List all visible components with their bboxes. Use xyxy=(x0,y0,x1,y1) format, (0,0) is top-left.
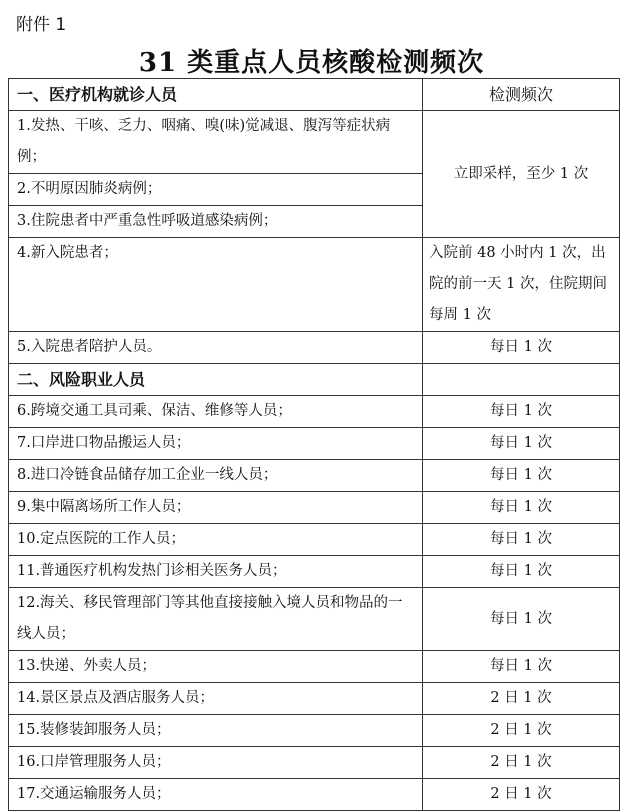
table-row xyxy=(9,332,620,364)
table-row xyxy=(9,396,620,428)
frequency-cell: 每日 1 次 xyxy=(423,460,620,492)
frequency-cell: 每日 1 次 xyxy=(423,492,620,524)
item-cell: 16.口岸管理服务人员； xyxy=(9,747,423,779)
frequency-cell: 每日 1 次 xyxy=(423,588,620,651)
item-cell: 15.装修装卸服务人员； xyxy=(9,715,423,747)
item-cell: 1.发热、干咳、乏力、咽痛、嗅(味)觉减退、腹泻等症状病例； xyxy=(9,111,423,174)
table-row xyxy=(9,460,620,492)
frequency-cell: 每日 1 次 xyxy=(423,332,620,364)
empty-cell xyxy=(423,364,620,396)
frequency-cell: 2 日 1 次 xyxy=(423,683,620,715)
table-row xyxy=(9,524,620,556)
item-cell: 2.不明原因肺炎病例； xyxy=(9,174,423,206)
frequency-cell: 2 日 1 次 xyxy=(423,779,620,811)
table-row xyxy=(9,492,620,524)
section-header-row xyxy=(9,364,620,396)
item-cell: 13.快递、外卖人员； xyxy=(9,651,423,683)
frequency-cell: 每日 1 次 xyxy=(423,556,620,588)
table-header-row xyxy=(9,79,620,111)
frequency-cell: 每日 1 次 xyxy=(423,428,620,460)
item-cell: 6.跨境交通工具司乘、保洁、维修等人员； xyxy=(9,396,423,428)
item-cell: 3.住院患者中严重急性呼吸道感染病例； xyxy=(9,206,423,238)
table-row xyxy=(9,747,620,779)
attachment-label: 附件 1 xyxy=(16,15,67,35)
item-cell: 9.集中隔离场所工作人员； xyxy=(9,492,423,524)
section-header-medical: 一、医疗机构就诊人员 xyxy=(9,79,423,111)
item-cell: 11.普通医疗机构发热门诊相关医务人员； xyxy=(9,556,423,588)
frequency-cell: 入院前 48 小时内 1 次，出院的前一天 1 次，住院期间每周 1 次 xyxy=(423,238,620,332)
frequency-table xyxy=(8,78,620,811)
table-row xyxy=(9,238,620,332)
item-cell: 5.入院患者陪护人员。 xyxy=(9,332,423,364)
frequency-cell: 每日 1 次 xyxy=(423,651,620,683)
table-row xyxy=(9,651,620,683)
frequency-cell: 每日 1 次 xyxy=(423,396,620,428)
item-cell: 17.交通运输服务人员； xyxy=(9,779,423,811)
table-row xyxy=(9,779,620,811)
item-cell: 10.定点医院的工作人员； xyxy=(9,524,423,556)
table-row xyxy=(9,428,620,460)
item-cell: 8.进口冷链食品储存加工企业一线人员； xyxy=(9,460,423,492)
frequency-cell: 立即采样，至少 1 次 xyxy=(423,111,620,238)
item-cell: 7.口岸进口物品搬运人员； xyxy=(9,428,423,460)
item-cell: 4.新入院患者； xyxy=(9,238,423,332)
item-cell: 14.景区景点及酒店服务人员； xyxy=(9,683,423,715)
table-row xyxy=(9,683,620,715)
table-row xyxy=(9,715,620,747)
table-row xyxy=(9,111,620,174)
frequency-cell: 2 日 1 次 xyxy=(423,747,620,779)
frequency-column-header: 检测频次 xyxy=(423,79,620,111)
page-title: 31 类重点人员核酸检测频次 xyxy=(138,48,485,78)
item-cell: 12.海关、移民管理部门等其他直接接触入境人员和物品的一线人员； xyxy=(9,588,423,651)
table-row xyxy=(9,556,620,588)
frequency-cell: 2 日 1 次 xyxy=(423,715,620,747)
table-row xyxy=(9,588,620,651)
frequency-cell: 每日 1 次 xyxy=(423,524,620,556)
section-header-risk-occupation: 二、风险职业人员 xyxy=(9,364,423,396)
